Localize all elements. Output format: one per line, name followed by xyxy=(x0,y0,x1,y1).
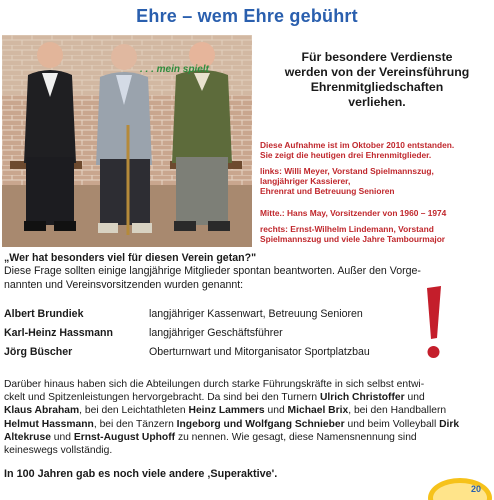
page-title: Ehre – wem Ehre gebührt xyxy=(136,6,358,26)
list-item xyxy=(4,346,424,365)
body-line: Darüber hinaus haben sich die Abteilungen durch starke Führungskräfte in sich selbst entwi- xyxy=(4,379,425,390)
note-line: langjähriger Kassierer, xyxy=(260,176,351,186)
question-line: nannten und Vereinsvorsitzenden wurden genannt: xyxy=(4,278,244,291)
member-role: langjähriger Geschäftsführer xyxy=(149,327,283,339)
intro-text xyxy=(264,50,490,110)
note-line: Diese Aufnahme ist im Oktober 2010 entstanden. xyxy=(260,140,455,150)
note-line: Spielmannszug und viele Jahre Tambourmajor xyxy=(260,234,446,244)
note-line: links: Willi Meyer, Vorstand Spielmannszug, xyxy=(260,166,434,176)
body-line: Altekruse und Ernst-August Uphoff zu nennen. Wie gesagt, diese Namensnennung sind xyxy=(4,431,417,443)
member-name: Karl-Heinz Hassmann xyxy=(4,327,113,339)
honorary-members-photo xyxy=(2,35,252,247)
photo-illustration xyxy=(2,35,252,247)
closing-text: In 100 Jahren gab es noch viele andere ‚Superaktive'. xyxy=(4,468,278,480)
list-item xyxy=(4,308,424,327)
members-list xyxy=(4,308,424,365)
question-heading: „Wer hat besonders viel für diesen Verein getan?" xyxy=(4,252,257,264)
member-role: Oberturnwart und Mitorganisator Sportplatzbau xyxy=(149,346,370,358)
exclamation-icon xyxy=(418,284,448,364)
photo-note-date xyxy=(260,140,494,160)
note-line: rechts: Ernst-Wilhelm Lindemann, Vorstand xyxy=(260,224,434,234)
body-line: Helmut Hassmann, bei den Tänzern Ingeborg und Wolfgang Schnieber und beim Volleyball Dirk xyxy=(4,418,460,430)
list-item xyxy=(4,327,424,346)
anniversary-logo xyxy=(427,476,493,500)
member-role: langjähriger Kassenwart, Betreuung Senioren xyxy=(149,308,363,320)
intro-line: Ehrenmitgliedschaften xyxy=(310,80,444,94)
intro-line: werden von der Vereinsführung xyxy=(284,65,470,79)
note-line: Ehrenrat und Betreuung Senioren xyxy=(260,186,395,196)
member-name: Jörg Büscher xyxy=(4,346,73,358)
intro-line: Für besondere Verdienste xyxy=(301,50,453,64)
photo-note-middle xyxy=(260,208,494,218)
photo-caption: . . . mein spielt xyxy=(140,64,209,75)
photo-note-left xyxy=(260,166,494,196)
body-line: ckelt und Spitzenleistungen hervorgebracht. Da sind bei den Turnern Ulrich Christoffer und xyxy=(4,392,425,404)
photo-note-right xyxy=(260,224,494,244)
note-line: Mitte.: Hans May, Vorsitzender von 1960 – 1974 xyxy=(260,208,447,218)
question-line: Diese Frage sollten einige langjährige Mitglieder spontan beantworten. Außer den Vorge- xyxy=(4,265,421,278)
intro-line: verliehen. xyxy=(348,95,406,109)
body-paragraph xyxy=(4,378,488,457)
logo-text: 20 xyxy=(471,484,482,494)
body-line: Klaus Abraham, bei den Leichtathleten Heinz Lammers und Michael Brix, bei den Handballern xyxy=(4,405,447,417)
note-line: Sie zeigt die heutigen drei Ehrenmitglieder. xyxy=(260,150,432,160)
member-name: Albert Brundiek xyxy=(4,308,84,320)
body-line: keineswegs vollständig. xyxy=(4,445,113,457)
